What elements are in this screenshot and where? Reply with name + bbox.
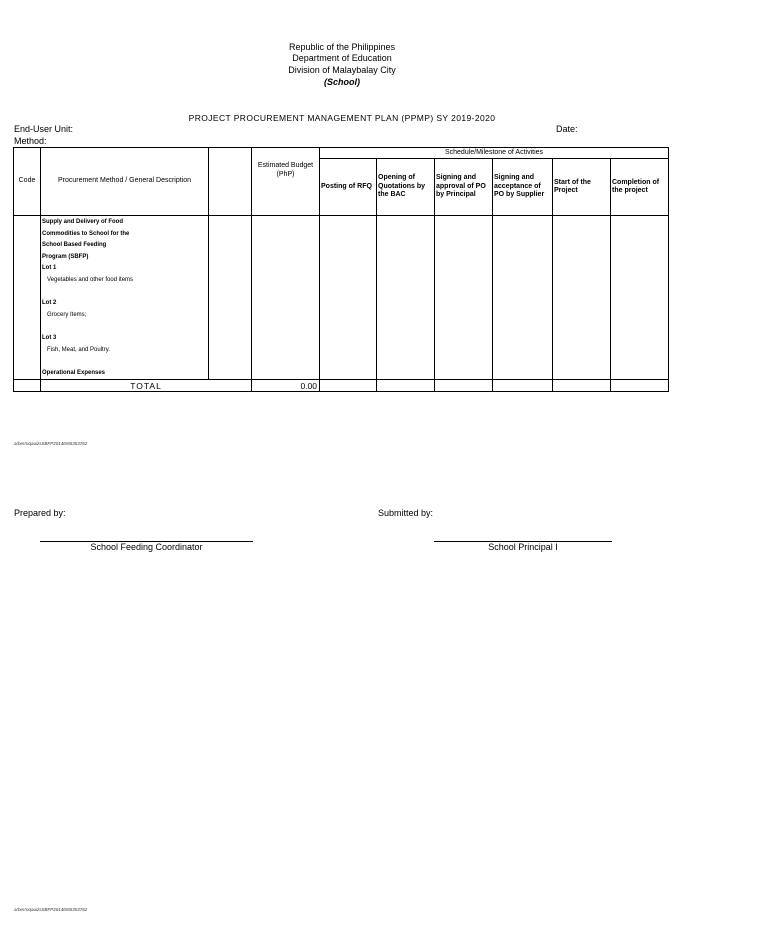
page-footer-note: arberroqauizsSBFP2014ttr65353762 (14, 907, 88, 912)
start-cell (553, 216, 611, 380)
total-value: 0.00 (252, 380, 320, 392)
header-school: (School) (324, 77, 360, 87)
description-line: Commodities to School for the (42, 230, 130, 237)
posting-cell (320, 216, 377, 380)
lot-3-item: Fish, Meat, and Poultry. (47, 346, 110, 353)
header-department: Department of Education (292, 53, 392, 63)
blank-cell (209, 216, 252, 380)
completion-project-header: Completion of the project (611, 159, 669, 216)
total-completion-cell (611, 380, 669, 392)
lot-1-label: Lot 1 (42, 265, 57, 272)
total-signing-cell (435, 380, 493, 392)
date-label: Date: (556, 124, 578, 134)
signing-cell (435, 216, 493, 380)
signing-po-header: Signing and approval of PO by Principal (435, 159, 493, 216)
operational-expenses-label: Operational Expenses (42, 369, 106, 376)
end-user-unit-label: End-User Unit: (14, 124, 74, 134)
header-division: Division of Malaybalay City (288, 65, 396, 75)
description-cell (41, 216, 209, 380)
total-label: TOTAL (41, 380, 252, 392)
acceptance-po-header: Signing and acceptance of PO by Supplier (493, 159, 553, 216)
submitted-by-label: Submitted by: (378, 508, 434, 518)
ppmp-table (13, 147, 669, 392)
description-line: Program (SBFP) (42, 253, 89, 260)
opening-cell (377, 216, 435, 380)
completion-cell (611, 216, 669, 380)
blank-header (209, 148, 252, 216)
lot-2-label: Lot 2 (42, 300, 57, 307)
table-row (14, 216, 669, 380)
prepared-role: School Feeding Coordinator (90, 542, 203, 552)
code-cell (14, 216, 41, 380)
budget-cell (252, 216, 320, 380)
total-code-cell (14, 380, 41, 392)
code-header: Code (14, 148, 41, 216)
submitted-role: School Principal I (488, 542, 558, 552)
total-acceptance-cell (493, 380, 553, 392)
method-label: Method: (14, 136, 47, 146)
acceptance-cell (493, 216, 553, 380)
prepared-by-label: Prepared by: (14, 508, 66, 518)
total-start-cell (553, 380, 611, 392)
description-line: Supply and Delivery of Food (42, 219, 124, 225)
lot-2-item: Grocery Items; (47, 311, 87, 318)
lot-1-item: Vegetables and other food items (47, 276, 134, 283)
footer-reference-note: arberroqauizsSBFP2014ttr65353762 (14, 441, 88, 446)
budget-header: Estimated Budget (PhP) (252, 148, 320, 216)
document-title: PROJECT PROCUREMENT MANAGEMENT PLAN (PPMP) SY 2019-2020 (188, 113, 496, 123)
total-posting-cell (320, 380, 377, 392)
schedule-header: Schedule/Milestone of Activities (320, 148, 669, 159)
description-header: Procurement Method / General Description (41, 148, 209, 216)
lot-3-label: Lot 3 (42, 334, 57, 341)
description-line (42, 287, 207, 299)
total-row (14, 380, 669, 392)
posting-rfq-header: Posting of RFQ (320, 159, 377, 216)
header-republic: Republic of the Philippines (288, 42, 396, 52)
description-line (42, 356, 207, 368)
description-line: School Based Feeding (42, 242, 107, 249)
total-opening-cell (377, 380, 435, 392)
opening-quotations-header: Opening of Quotations by the BAC (377, 159, 435, 216)
start-project-header: Start of the Project (553, 159, 611, 216)
description-line (42, 321, 207, 333)
